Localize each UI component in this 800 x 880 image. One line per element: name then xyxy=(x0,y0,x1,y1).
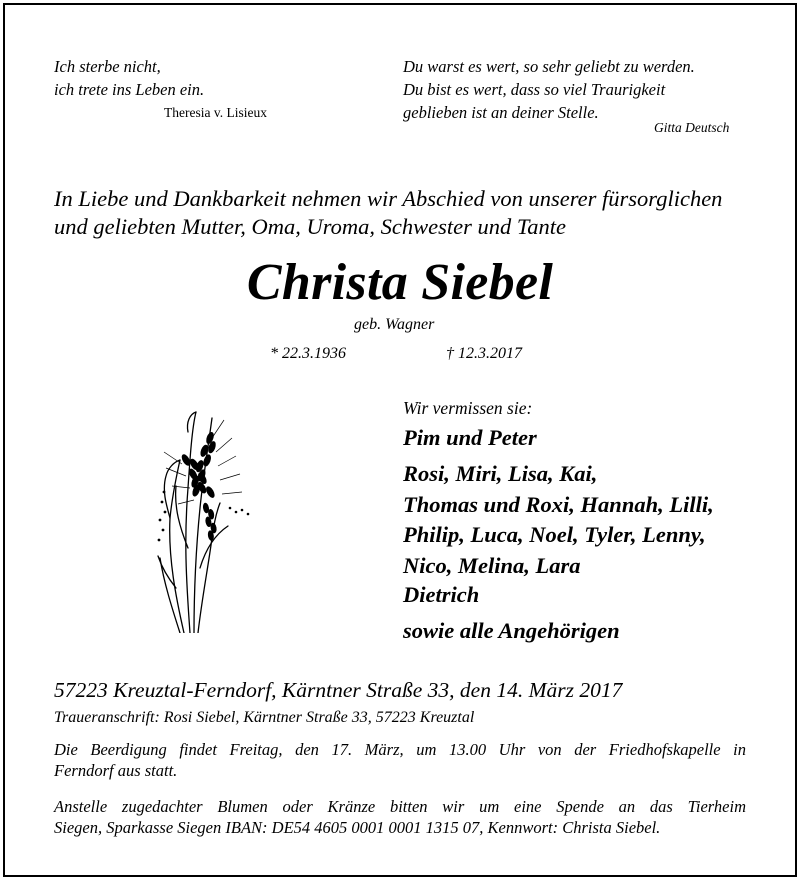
donation-info xyxy=(54,796,746,838)
mourners-heading: Wir vermissen sie: xyxy=(403,398,533,418)
quote-right xyxy=(403,55,695,124)
obituary-notice xyxy=(3,3,797,877)
donation-line: Anstelle zugedachter Blumen oder Kränze bitten wir um eine Spende an das Tierheim xyxy=(54,797,746,816)
quote-left-line: Ich sterbe nicht, xyxy=(54,57,161,76)
quote-left-line: ich trete ins Leben ein. xyxy=(54,80,205,99)
maiden-name: geb. Wagner xyxy=(354,316,435,333)
mourners-group xyxy=(403,459,714,581)
quote-right-line: Du warst es wert, so sehr geliebt zu werden. xyxy=(403,57,695,76)
intro-line: In Liebe und Dankbarkeit nehmen wir Abschied von unserer fürsorglichen xyxy=(54,186,723,211)
mourners-group: sowie alle Angehörigen xyxy=(403,618,620,643)
quote-right-line: Du bist es wert, dass so viel Traurigkeit xyxy=(403,80,666,99)
mourners-group: Pim und Peter xyxy=(403,425,537,450)
mourners-group: Dietrich xyxy=(403,582,480,607)
quote-left-author: Theresia v. Lisieux xyxy=(164,105,267,120)
birth-date: * 22.3.1936 xyxy=(270,345,346,362)
donation-line: Siegen, Sparkasse Siegen IBAN: DE54 4605 0001 0001 1315 07, Kennwort: Christa Siebel. xyxy=(54,818,661,837)
mourners-line: Philip, Luca, Noel, Tyler, Lenny, xyxy=(403,522,706,547)
death-date: † 12.3.2017 xyxy=(446,345,522,362)
funeral-line: Die Beerdigung findet Freitag, den 17. März, um 13.00 Uhr von der Friedhofskapelle in xyxy=(54,740,746,759)
quote-right-author: Gitta Deutsch xyxy=(654,120,730,135)
mourning-address: Traueranschrift: Rosi Siebel, Kärntner Straße 33, 57223 Kreuztal xyxy=(54,709,475,726)
deceased-name: Christa Siebel xyxy=(246,254,554,311)
intro-line: und geliebten Mutter, Oma, Uroma, Schwester und Tante xyxy=(54,214,567,239)
mourners-line: Rosi, Miri, Lisa, Kai, xyxy=(403,461,598,486)
intro-text xyxy=(54,185,722,241)
mourners-line: Thomas und Roxi, Hannah, Lilli, xyxy=(403,491,714,517)
funeral-info xyxy=(54,739,746,781)
quote-left xyxy=(54,55,204,101)
quote-right-line: geblieben ist an deiner Stelle. xyxy=(403,103,599,122)
funeral-line: Ferndorf aus statt. xyxy=(54,761,178,780)
mourners-line: Nico, Melina, Lara xyxy=(403,552,581,578)
place-date: 57223 Kreuztal-Ferndorf, Kärntner Straße 33, den 14. März 2017 xyxy=(54,678,623,702)
wheat-illustration xyxy=(150,408,260,633)
